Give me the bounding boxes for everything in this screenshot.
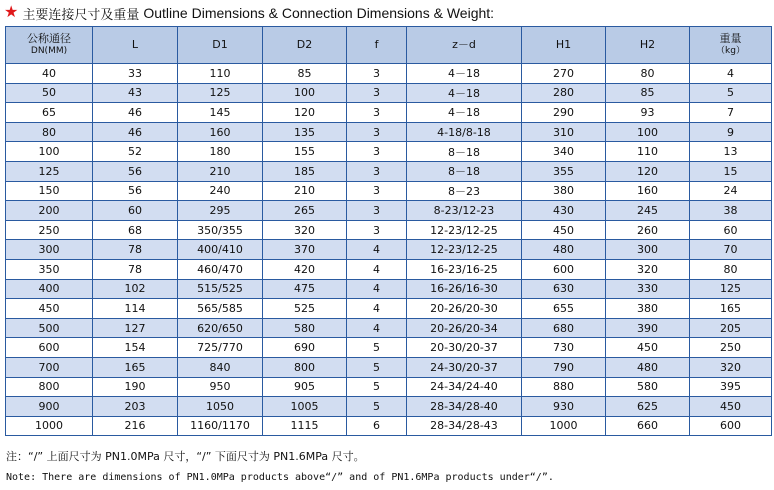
table-cell: 24 xyxy=(690,181,772,201)
table-cell: 480 xyxy=(522,240,606,260)
table-cell: 3 xyxy=(347,142,407,162)
table-cell: 5 xyxy=(347,357,407,377)
table-cell: 24-30/20-37 xyxy=(407,357,522,377)
table-cell: 70 xyxy=(690,240,772,260)
table-cell: 28-34/28-40 xyxy=(407,397,522,417)
table-row xyxy=(6,122,772,142)
table-cell: 730 xyxy=(522,338,606,358)
table-cell: 700 xyxy=(6,357,93,377)
table-cell: 210 xyxy=(263,181,347,201)
table-cell: 655 xyxy=(522,299,606,319)
table-cell: 4 xyxy=(690,64,772,84)
table-cell: 52 xyxy=(93,142,178,162)
table-cell: 8－18 xyxy=(407,142,522,162)
table-cell: 127 xyxy=(93,318,178,338)
table-cell: 46 xyxy=(93,103,178,123)
star-icon: ★ xyxy=(4,4,19,21)
table-cell: 3 xyxy=(347,83,407,103)
table-cell: 7 xyxy=(690,103,772,123)
table-cell: 85 xyxy=(606,83,690,103)
table-row xyxy=(6,83,772,103)
table-cell: 950 xyxy=(178,377,263,397)
table-cell: 290 xyxy=(522,103,606,123)
column-header xyxy=(178,27,263,64)
table-cell: 120 xyxy=(606,161,690,181)
table-cell: 100 xyxy=(6,142,93,162)
column-header-label: H2 xyxy=(639,38,656,51)
table-cell: 265 xyxy=(263,201,347,221)
column-header-sublabel: （kg） xyxy=(716,46,745,56)
column-header-label: L xyxy=(131,38,139,51)
table-row xyxy=(6,161,772,181)
table-cell: 4-18/8-18 xyxy=(407,122,522,142)
table-cell: 3 xyxy=(347,201,407,221)
table-cell: 20-26/20-30 xyxy=(407,299,522,319)
column-header-label: f xyxy=(374,38,379,51)
table-cell: 12-23/12-25 xyxy=(407,240,522,260)
column-header xyxy=(263,27,347,64)
table-cell: 800 xyxy=(263,357,347,377)
table-cell: 380 xyxy=(606,299,690,319)
note-en: Note: There are dimensions of PN1.0MPa products above“/” and of PN1.6MPa products under“/”. xyxy=(6,472,554,483)
table-cell: 320 xyxy=(690,357,772,377)
table-cell: 3 xyxy=(347,220,407,240)
table-cell: 600 xyxy=(690,416,772,436)
table-cell: 4 xyxy=(347,299,407,319)
table-cell: 1115 xyxy=(263,416,347,436)
table-cell: 65 xyxy=(6,103,93,123)
table-row xyxy=(6,201,772,221)
table-cell: 480 xyxy=(606,357,690,377)
table-cell: 905 xyxy=(263,377,347,397)
table-cell: 165 xyxy=(690,299,772,319)
table-cell: 4 xyxy=(347,279,407,299)
column-header-label: 公称通径 xyxy=(27,32,71,45)
column-header xyxy=(522,27,606,64)
table-cell: 38 xyxy=(690,201,772,221)
column-header-sublabel: DN(MM) xyxy=(30,46,68,56)
table-cell: 630 xyxy=(522,279,606,299)
table-cell: 9 xyxy=(690,122,772,142)
table-cell: 78 xyxy=(93,240,178,260)
table-cell: 150 xyxy=(6,181,93,201)
table-cell: 340 xyxy=(522,142,606,162)
table-cell: 13 xyxy=(690,142,772,162)
table-cell: 930 xyxy=(522,397,606,417)
table-cell: 450 xyxy=(6,299,93,319)
table-cell: 56 xyxy=(93,161,178,181)
column-header xyxy=(407,27,522,64)
table-cell: 110 xyxy=(606,142,690,162)
table-cell: 20-30/20-37 xyxy=(407,338,522,358)
table-cell: 355 xyxy=(522,161,606,181)
table-cell: 3 xyxy=(347,161,407,181)
table-cell: 300 xyxy=(6,240,93,260)
table-cell: 620/650 xyxy=(178,318,263,338)
table-cell: 120 xyxy=(263,103,347,123)
table-cell: 4 xyxy=(347,259,407,279)
table-row xyxy=(6,299,772,319)
table-row xyxy=(6,416,772,436)
table-cell: 185 xyxy=(263,161,347,181)
table-cell: 210 xyxy=(178,161,263,181)
table-row xyxy=(6,103,772,123)
table-header-row xyxy=(6,27,772,64)
table-cell: 3 xyxy=(347,122,407,142)
table-cell: 80 xyxy=(690,259,772,279)
table-cell: 102 xyxy=(93,279,178,299)
table-cell: 16-26/16-30 xyxy=(407,279,522,299)
table-cell: 5 xyxy=(347,397,407,417)
table-cell: 135 xyxy=(263,122,347,142)
table-cell: 110 xyxy=(178,64,263,84)
table-cell: 100 xyxy=(263,83,347,103)
table-cell: 295 xyxy=(178,201,263,221)
table-cell: 154 xyxy=(93,338,178,358)
page-title xyxy=(4,2,494,24)
table-cell: 320 xyxy=(263,220,347,240)
table-cell: 6 xyxy=(347,416,407,436)
table-cell: 580 xyxy=(606,377,690,397)
column-header-label: D2 xyxy=(296,38,313,51)
table-cell: 690 xyxy=(263,338,347,358)
table-cell: 330 xyxy=(606,279,690,299)
table-cell: 430 xyxy=(522,201,606,221)
table-cell: 190 xyxy=(93,377,178,397)
table-row xyxy=(6,259,772,279)
table-cell: 4－18 xyxy=(407,103,522,123)
table-cell: 395 xyxy=(690,377,772,397)
table-cell: 580 xyxy=(263,318,347,338)
table-cell: 80 xyxy=(606,64,690,84)
table-cell: 114 xyxy=(93,299,178,319)
table-cell: 880 xyxy=(522,377,606,397)
table-cell: 180 xyxy=(178,142,263,162)
table-cell: 4－18 xyxy=(407,64,522,84)
table-cell: 3 xyxy=(347,103,407,123)
table-cell: 4 xyxy=(347,240,407,260)
table-cell: 400 xyxy=(6,279,93,299)
column-header xyxy=(6,27,93,64)
table-cell: 125 xyxy=(178,83,263,103)
table-row xyxy=(6,220,772,240)
column-header xyxy=(690,27,772,64)
table-cell: 3 xyxy=(347,64,407,84)
column-header-label: z－d xyxy=(452,38,476,51)
table-cell: 165 xyxy=(93,357,178,377)
table-cell: 68 xyxy=(93,220,178,240)
column-header-label: D1 xyxy=(212,38,228,51)
table-body xyxy=(6,64,772,436)
table-row xyxy=(6,240,772,260)
table-cell: 100 xyxy=(606,122,690,142)
table-cell: 205 xyxy=(690,318,772,338)
table-cell: 240 xyxy=(178,181,263,201)
table-row xyxy=(6,181,772,201)
table-cell: 8-23/12-23 xyxy=(407,201,522,221)
table-cell: 245 xyxy=(606,201,690,221)
table-cell: 15 xyxy=(690,161,772,181)
table-cell: 420 xyxy=(263,259,347,279)
table-cell: 1005 xyxy=(263,397,347,417)
table-cell: 310 xyxy=(522,122,606,142)
table-cell: 4－18 xyxy=(407,83,522,103)
table-row xyxy=(6,357,772,377)
table-cell: 725/770 xyxy=(178,338,263,358)
table-cell: 450 xyxy=(522,220,606,240)
table-cell: 28-34/28-43 xyxy=(407,416,522,436)
table-cell: 680 xyxy=(522,318,606,338)
table-cell: 450 xyxy=(690,397,772,417)
table-row xyxy=(6,377,772,397)
table-cell: 8－18 xyxy=(407,161,522,181)
table-cell: 600 xyxy=(522,259,606,279)
table-cell: 33 xyxy=(93,64,178,84)
title-cn: 主要连接尺寸及重量 xyxy=(22,7,140,23)
table-cell: 1000 xyxy=(6,416,93,436)
table-row xyxy=(6,64,772,84)
table-cell: 380 xyxy=(522,181,606,201)
table-cell: 78 xyxy=(93,259,178,279)
table-cell: 125 xyxy=(690,279,772,299)
table-cell: 370 xyxy=(263,240,347,260)
table-cell: 800 xyxy=(6,377,93,397)
table-cell: 250 xyxy=(6,220,93,240)
table-cell: 475 xyxy=(263,279,347,299)
table-cell: 400/410 xyxy=(178,240,263,260)
table-cell: 46 xyxy=(93,122,178,142)
table-cell: 900 xyxy=(6,397,93,417)
column-header-label: 重量 xyxy=(719,32,742,45)
table-cell: 200 xyxy=(6,201,93,221)
table-cell: 270 xyxy=(522,64,606,84)
table-cell: 20-26/20-34 xyxy=(407,318,522,338)
table-cell: 450 xyxy=(606,338,690,358)
table-cell: 500 xyxy=(6,318,93,338)
table-cell: 5 xyxy=(690,83,772,103)
title-en: Outline Dimensions & Connection Dimensions & Weight: xyxy=(143,5,495,21)
table-cell: 4 xyxy=(347,318,407,338)
table-cell: 660 xyxy=(606,416,690,436)
table-cell: 790 xyxy=(522,357,606,377)
table-row xyxy=(6,338,772,358)
table-cell: 85 xyxy=(263,64,347,84)
column-header-label: H1 xyxy=(555,38,572,51)
table-cell: 203 xyxy=(93,397,178,417)
note-cn: 注：“/” 上面尺寸为 PN1.0MPa 尺寸，“/” 下面尺寸为 PN1.6MPa 尺寸。 xyxy=(6,450,365,463)
table-cell: 600 xyxy=(6,338,93,358)
table-row xyxy=(6,279,772,299)
table-cell: 350 xyxy=(6,259,93,279)
column-header xyxy=(93,27,178,64)
table-cell: 43 xyxy=(93,83,178,103)
table-cell: 5 xyxy=(347,377,407,397)
table-cell: 40 xyxy=(6,64,93,84)
table-cell: 8－23 xyxy=(407,181,522,201)
table-cell: 260 xyxy=(606,220,690,240)
table-cell: 300 xyxy=(606,240,690,260)
column-header xyxy=(347,27,407,64)
table-cell: 1050 xyxy=(178,397,263,417)
table-cell: 160 xyxy=(606,181,690,201)
table-cell: 1000 xyxy=(522,416,606,436)
table-cell: 250 xyxy=(690,338,772,358)
table-cell: 56 xyxy=(93,181,178,201)
table-cell: 155 xyxy=(263,142,347,162)
table-cell: 1160/1170 xyxy=(178,416,263,436)
table-cell: 145 xyxy=(178,103,263,123)
table-cell: 80 xyxy=(6,122,93,142)
table-cell: 525 xyxy=(263,299,347,319)
table-cell: 390 xyxy=(606,318,690,338)
table-cell: 12-23/12-25 xyxy=(407,220,522,240)
table-cell: 24-34/24-40 xyxy=(407,377,522,397)
table-cell: 320 xyxy=(606,259,690,279)
table-cell: 93 xyxy=(606,103,690,123)
table-cell: 625 xyxy=(606,397,690,417)
table-cell: 16-23/16-25 xyxy=(407,259,522,279)
table-row xyxy=(6,397,772,417)
table-cell: 160 xyxy=(178,122,263,142)
table-cell: 565/585 xyxy=(178,299,263,319)
table-cell: 3 xyxy=(347,181,407,201)
table-cell: 216 xyxy=(93,416,178,436)
table-cell: 5 xyxy=(347,338,407,358)
table-cell: 60 xyxy=(690,220,772,240)
table-cell: 280 xyxy=(522,83,606,103)
table-cell: 350/355 xyxy=(178,220,263,240)
table-cell: 515/525 xyxy=(178,279,263,299)
table-cell: 50 xyxy=(6,83,93,103)
dimensions-table xyxy=(5,26,772,436)
table-cell: 125 xyxy=(6,161,93,181)
table-row xyxy=(6,318,772,338)
table-cell: 460/470 xyxy=(178,259,263,279)
table-row xyxy=(6,142,772,162)
table-cell: 840 xyxy=(178,357,263,377)
column-header xyxy=(606,27,690,64)
table-cell: 60 xyxy=(93,201,178,221)
